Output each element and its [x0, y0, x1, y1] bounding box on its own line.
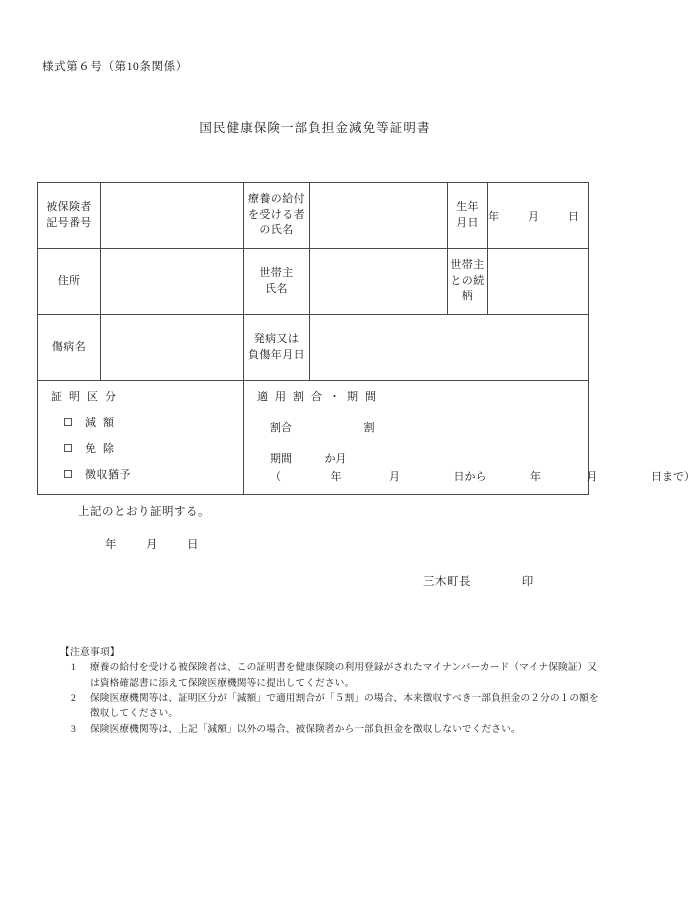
certification-category-heading: 証明区分: [51, 391, 123, 403]
application-ratio-period-cell: [244, 381, 695, 495]
table-row-certification-category: [38, 381, 589, 495]
label-illness-name: 傷病名: [38, 315, 101, 381]
checkbox-label-collection-deferral: 徴収猶予: [85, 469, 131, 481]
label-address: 住所: [38, 249, 101, 315]
checkbox-row-collection-deferral[interactable]: [38, 466, 243, 482]
field-relation-to-householder[interactable]: [488, 249, 589, 315]
checkbox-icon-collection-deferral[interactable]: [64, 470, 72, 478]
label-relation-to-householder: 世帯主 との続柄: [448, 249, 488, 315]
checkbox-label-reduction: 減額: [85, 417, 121, 429]
document-title: 国民健康保険一部負担金減免等証明書: [199, 121, 431, 135]
period-month-end: 月: [586, 471, 598, 483]
period-day-end: 日まで）: [651, 471, 695, 483]
note-text: 保険医療機関等は、上記「減額」以外の場合、被保険者から一部負担金を徴収しないでください。: [90, 723, 521, 735]
certificate-form-table: [37, 182, 695, 495]
label-recipient-name: 療養の給付 を受ける者 の氏名: [244, 183, 310, 249]
signer-block: [423, 573, 534, 589]
period-year-start: 年: [330, 471, 342, 483]
field-birthdate[interactable]: 年 月 日: [488, 183, 589, 249]
period-year-end: 年: [530, 471, 541, 483]
note-number: 1: [71, 662, 76, 674]
notes-section: [60, 645, 605, 737]
ratio-line[interactable]: [244, 419, 588, 435]
period-paren-open: （: [270, 471, 281, 483]
label-householder-name: 世帯主 氏名: [244, 249, 310, 315]
checkbox-label-exemption: 免除: [85, 443, 121, 455]
checkbox-icon-reduction[interactable]: [64, 418, 72, 426]
period-day-start: 日から: [453, 471, 487, 483]
note-item: [60, 660, 605, 691]
period-range-line[interactable]: [244, 468, 695, 484]
note-item: [60, 722, 605, 737]
certification-statement: 上記のとおり証明する。: [78, 506, 210, 518]
period-months-line[interactable]: [244, 450, 588, 466]
field-insured-symbol-number[interactable]: [101, 183, 244, 249]
label-insured-symbol-number: 被保険者 記号番号: [38, 183, 101, 249]
field-onset-or-injury-date[interactable]: [310, 315, 589, 381]
note-text: 療養の給付を受ける被保険者は、この証明書を健康保険の利用登録がされたマイナンバーカード（マイナ保険証）又は資格確認書に添えて保険医療機関等に提出してください。: [90, 662, 598, 689]
label-onset-or-injury-date: 発病又は 負傷年月日: [244, 315, 310, 381]
certification-category-cell: [38, 381, 244, 495]
period-month-start: 月: [389, 471, 400, 483]
note-item: [60, 691, 605, 722]
note-text: 保険医療機関等は、証明区分が「減額」で適用割合が「５割」の場合、本来徴収すべき一部負担金の２分の１の額を徴収してください。: [90, 692, 599, 720]
certification-date-line[interactable]: 年 月 日: [105, 539, 208, 551]
application-ratio-period-heading: 適用割合・期間: [257, 391, 383, 403]
period-unit: か月: [324, 453, 347, 465]
field-recipient-name[interactable]: [310, 183, 448, 249]
ratio-label: 割合: [270, 422, 292, 434]
note-number: 2: [71, 692, 76, 704]
label-birthdate: 生年 月日: [448, 183, 488, 249]
period-label: 期間: [270, 453, 292, 465]
notes-title: 【注意事項】: [60, 647, 120, 658]
seal-mark: 印: [521, 576, 534, 588]
signer-title: 三木町長: [423, 576, 471, 588]
table-row-address: [38, 249, 589, 315]
checkbox-row-reduction[interactable]: [38, 414, 243, 430]
checkbox-row-exemption[interactable]: [38, 440, 243, 456]
field-householder-name[interactable]: [310, 249, 448, 315]
field-illness-name[interactable]: [101, 315, 244, 381]
form-number: 様式第６号（第10条関係）: [42, 61, 188, 73]
checkbox-icon-exemption[interactable]: [64, 444, 72, 452]
note-number: 3: [71, 723, 76, 735]
table-row-insured-number: [38, 183, 589, 249]
field-address[interactable]: [101, 249, 244, 315]
table-row-illness: [38, 315, 589, 381]
ratio-unit: 割: [363, 422, 375, 434]
